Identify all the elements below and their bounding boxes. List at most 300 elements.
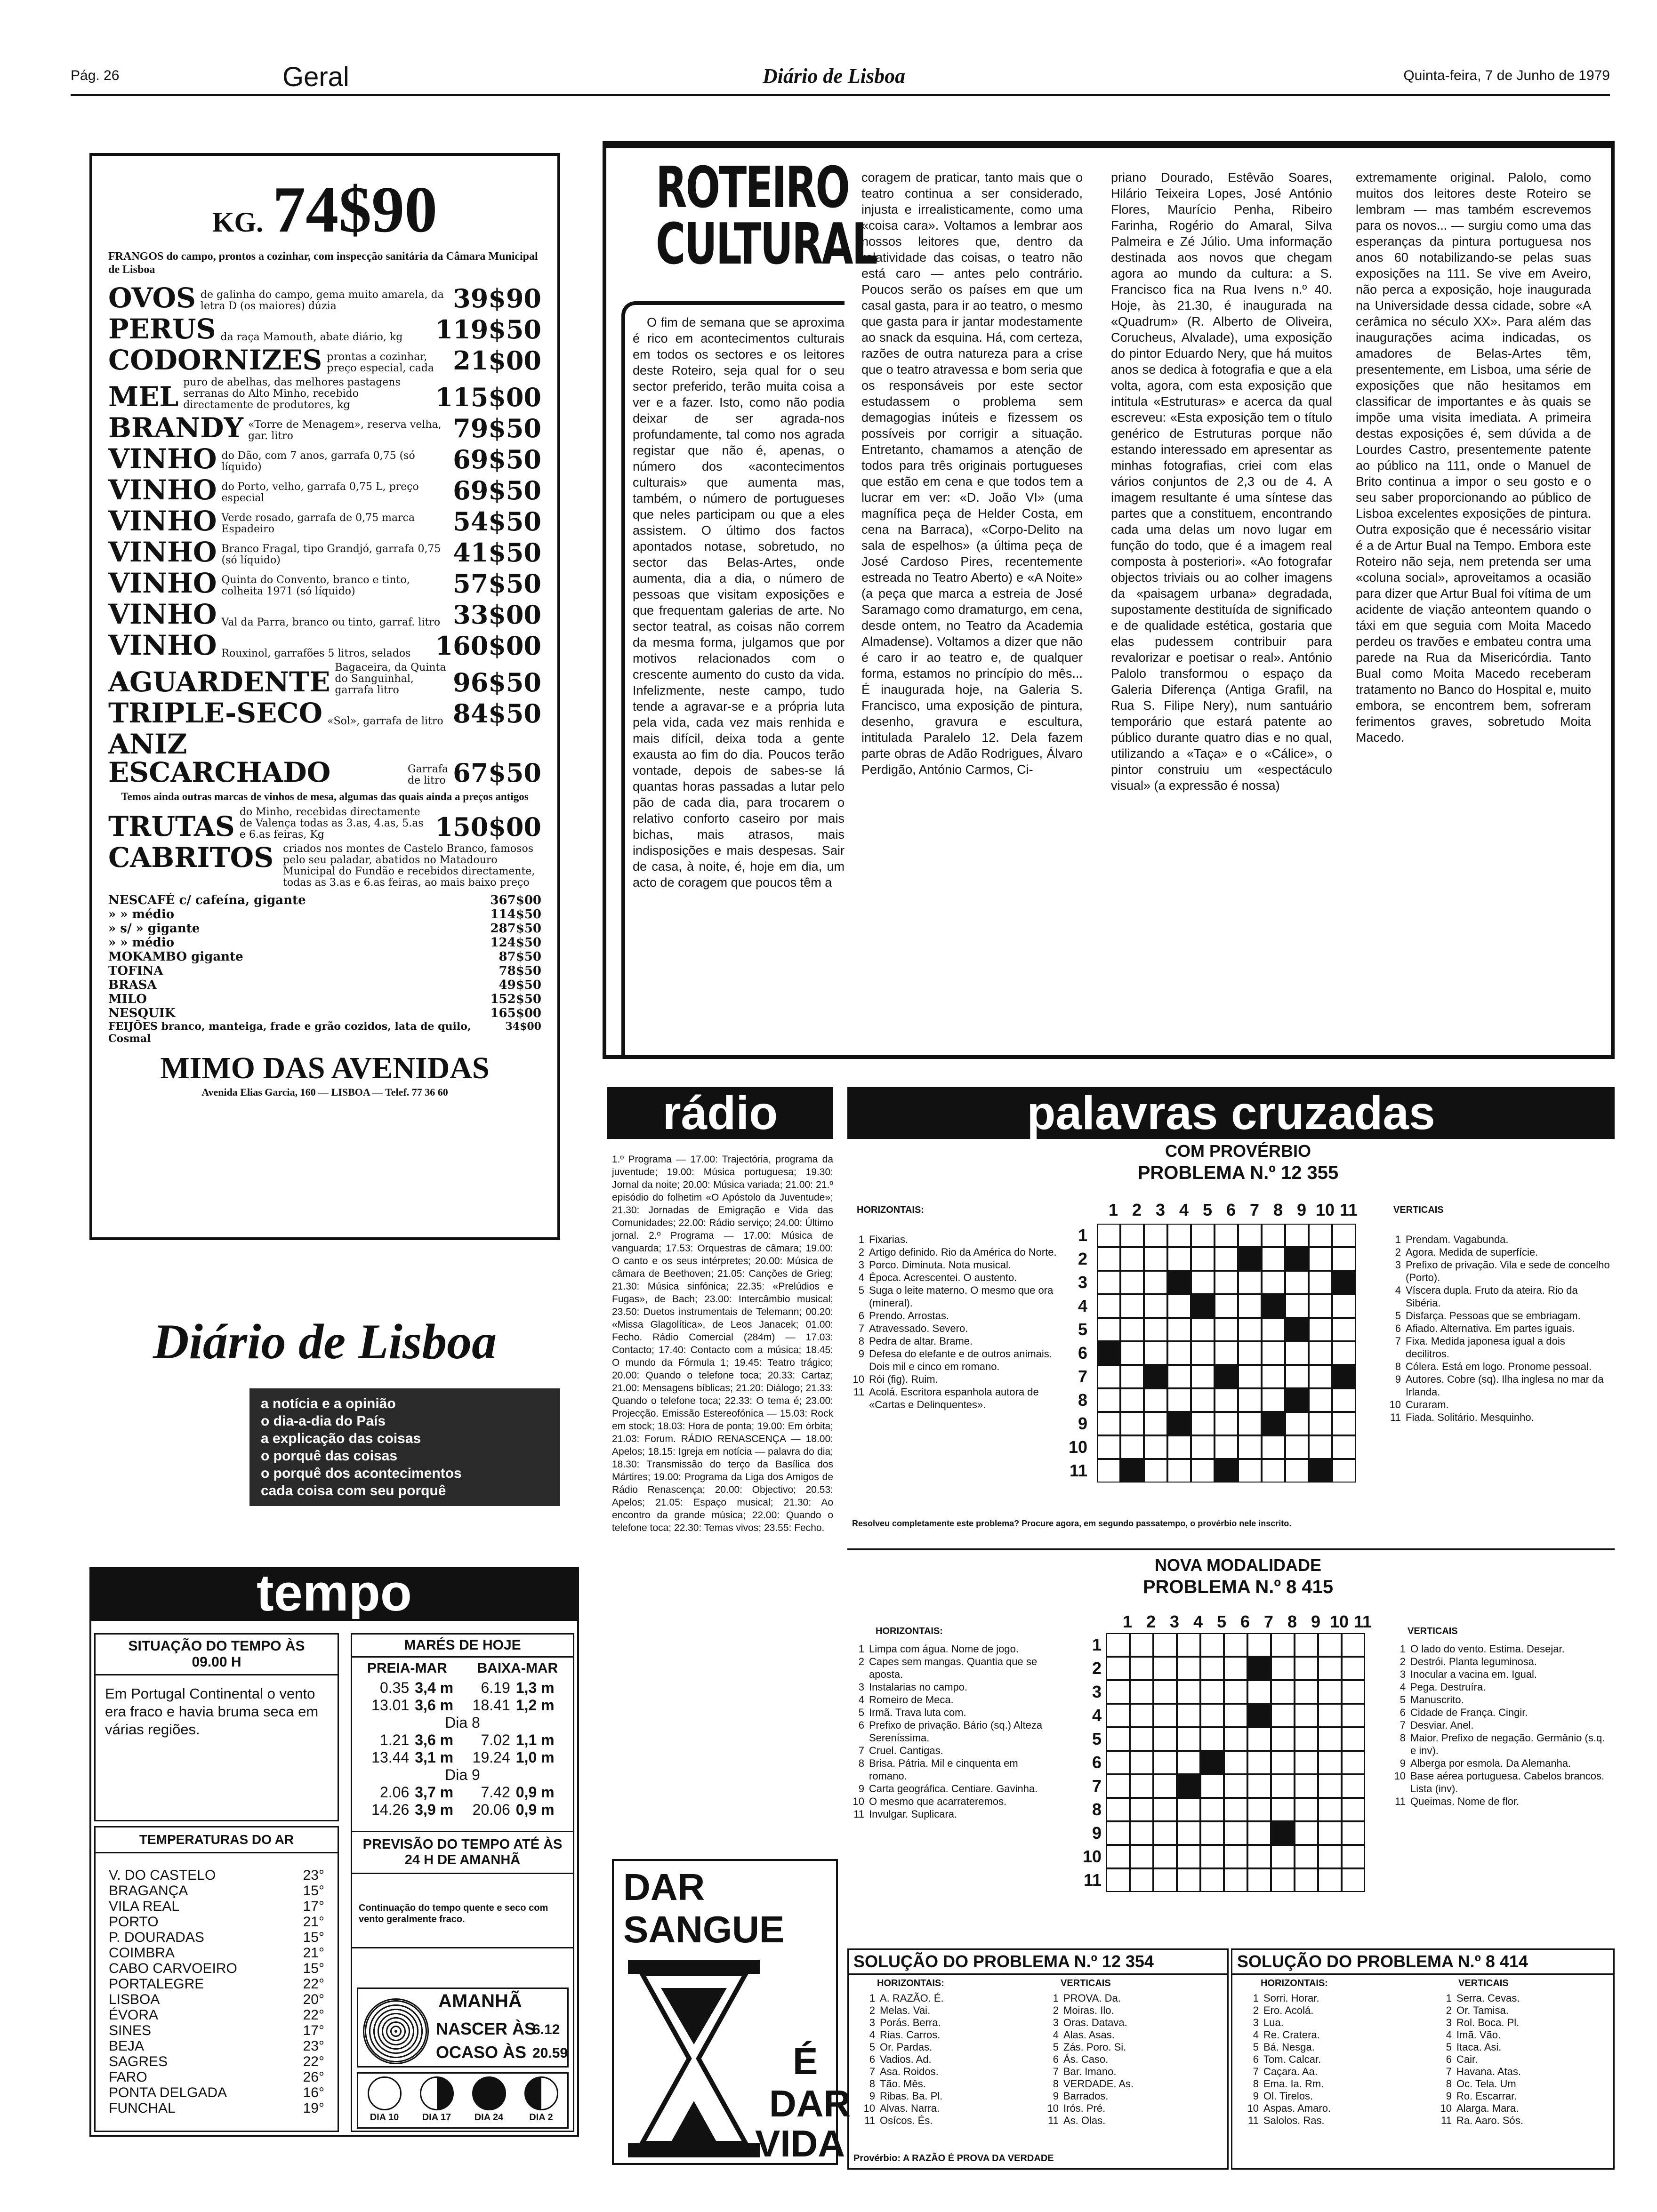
grid-cell[interactable]: [1224, 1657, 1247, 1680]
grid-cell[interactable]: [1342, 1868, 1365, 1892]
grid-cell[interactable]: [1247, 1680, 1271, 1704]
grid-cell[interactable]: [1224, 1633, 1247, 1657]
grid-cell[interactable]: [1342, 1774, 1365, 1798]
grid-cell[interactable]: [1177, 1633, 1200, 1657]
grid-cell[interactable]: [1153, 1798, 1177, 1821]
ad-small-row: [108, 978, 541, 992]
grid-cell[interactable]: [1262, 1271, 1285, 1294]
grid-cell[interactable]: [1120, 1388, 1144, 1412]
clue-text: Melas. Vai.: [880, 2004, 931, 2016]
grid-cell[interactable]: [1153, 1774, 1177, 1798]
grid-cell[interactable]: [1285, 1365, 1309, 1388]
grid-cell[interactable]: [1224, 1727, 1247, 1751]
temperature-row: [109, 1992, 324, 2007]
grid-cell[interactable]: [1191, 1435, 1215, 1459]
grid-cell[interactable]: [1295, 1633, 1318, 1657]
clue-text: Capes sem mangas. Quantia que se aposta.: [869, 1656, 1038, 1680]
grid-block: [1177, 1774, 1200, 1798]
grid-cell[interactable]: [1120, 1271, 1144, 1294]
grid-cell[interactable]: [1106, 1821, 1130, 1845]
grid-cell[interactable]: [1167, 1318, 1191, 1341]
ad-product-desc: do Porto, velho, garrafa 0,75 L, preço especial: [221, 481, 419, 504]
grid-cell[interactable]: [1238, 1341, 1262, 1365]
grid-cell[interactable]: [1238, 1388, 1262, 1412]
tide-row: [362, 1697, 563, 1714]
grid-cell[interactable]: [1247, 1845, 1271, 1868]
grid-cell[interactable]: [1097, 1435, 1120, 1459]
grid-cell[interactable]: [1106, 1751, 1130, 1774]
clue-number: 11: [864, 2115, 875, 2126]
grid-cell[interactable]: [1120, 1318, 1144, 1341]
grid-cell[interactable]: [1097, 1388, 1120, 1412]
clue-number: 6: [858, 1719, 864, 1731]
grid-cell[interactable]: [1309, 1412, 1332, 1435]
grid-cell[interactable]: [1271, 1680, 1295, 1704]
grid-cell[interactable]: [1285, 1341, 1309, 1365]
grid-cell[interactable]: [1177, 1680, 1200, 1704]
clue-text: Rias. Carros.: [880, 2029, 941, 2041]
grid-cell[interactable]: [1215, 1388, 1238, 1412]
grid-cell[interactable]: [1215, 1318, 1238, 1341]
grid-cell[interactable]: [1144, 1341, 1167, 1365]
grid-cell[interactable]: [1120, 1247, 1144, 1271]
grid-cell[interactable]: [1191, 1365, 1215, 1388]
clue-row: [1435, 2053, 1609, 2066]
clue-text: Prendo. Arrostas.: [869, 1310, 949, 1322]
grid-cell[interactable]: [1106, 1633, 1130, 1657]
grid-block: [1285, 1318, 1309, 1341]
grid-cell[interactable]: [1191, 1224, 1215, 1247]
clue-number: 10: [853, 1373, 864, 1385]
grid-cell[interactable]: [1262, 1224, 1285, 1247]
grid-cell[interactable]: [1238, 1318, 1262, 1341]
grid-cell[interactable]: [1247, 1633, 1271, 1657]
grid-cell[interactable]: [1191, 1247, 1215, 1271]
solution-1-horizontal: [858, 1992, 1032, 2127]
grid-cell[interactable]: [1130, 1798, 1153, 1821]
grid-cell[interactable]: [1309, 1365, 1332, 1388]
grid-cell[interactable]: [1332, 1294, 1356, 1318]
grid-cell[interactable]: [1177, 1751, 1200, 1774]
grid-cell[interactable]: [1271, 1868, 1295, 1892]
grid-cell[interactable]: [1342, 1727, 1365, 1751]
grid-cell[interactable]: [1144, 1435, 1167, 1459]
grid-cell[interactable]: [1342, 1798, 1365, 1821]
grid-cell[interactable]: [1153, 1727, 1177, 1751]
grid-cell[interactable]: [1144, 1271, 1167, 1294]
grid-cell[interactable]: [1177, 1657, 1200, 1680]
grid-cell[interactable]: [1224, 1845, 1247, 1868]
ad-product-price: 115$00: [435, 382, 541, 412]
grid-cell[interactable]: [1271, 1727, 1295, 1751]
tide-cell: 1,3 m: [515, 1679, 555, 1696]
grid-cell[interactable]: [1200, 1680, 1224, 1704]
grid-cell[interactable]: [1238, 1412, 1262, 1435]
grid-cell[interactable]: [1262, 1435, 1285, 1459]
grid-cell[interactable]: [1295, 1868, 1318, 1892]
grid-cell[interactable]: [1309, 1388, 1332, 1412]
clue-number: 7: [1053, 2066, 1059, 2077]
grid-cell[interactable]: [1144, 1412, 1167, 1435]
grid-cell[interactable]: [1177, 1704, 1200, 1727]
grid-cell[interactable]: [1332, 1388, 1356, 1412]
ad-product-desc: puro de abelhas, das melhores pastagens serranas do Alto Minho, recebido directamente de produtores, kg: [183, 377, 401, 411]
clue-number: 5: [1253, 2041, 1259, 2053]
grid-cell[interactable]: [1295, 1751, 1318, 1774]
clue-number: 11: [853, 1386, 864, 1398]
grid-cell[interactable]: [1309, 1318, 1332, 1341]
grid-cell[interactable]: [1342, 1845, 1365, 1868]
grid-cell[interactable]: [1200, 1868, 1224, 1892]
grid-cell[interactable]: [1177, 1868, 1200, 1892]
clue-number: 8: [1400, 1732, 1406, 1744]
grid-cell[interactable]: [1271, 1751, 1295, 1774]
grid-cell[interactable]: [1285, 1435, 1309, 1459]
grid-cell[interactable]: [1120, 1224, 1144, 1247]
grid-cell[interactable]: [1309, 1247, 1332, 1271]
grid-cell[interactable]: [1332, 1247, 1356, 1271]
roteiro-col-2: coragem de praticar, tanto mais que o teatro continua a ser considerado, injusta e irrealisticamente, como uma «coisa cara». Voltamos a lembrar aos nossos leitores que, dentro da relatividade das coisas, o teatro não está caro — antes pelo contrário. Poucos serão os países em que um casal gasta, para ir ao teatro, o mesmo que gasta para ir jantar modestamente ao snack da esquina. Há, com certeza, razões de outra natureza para a crise que o teatro atravessa e bom seria que os responsáveis por este sector estudassem o problema sem demagogias inúteis e fizessem os possíveis por corrigir a situação. Entretanto, chamamos a atenção de todos para três originais portugueses que estão em cena e que todos tem a lucrar em ver: «D. João VI» (uma magnífica peça de Helder Costa, em cena na Barraca), «Corpo-Delito na sala de espelhos» (a última peça de José Cardoso Pires, recentemente estreada no Teatro Aberto) e «A Noite» (a peça que marca a estreia de José Saramago como dramaturgo, em cena, desde ontem, no Teatro da Academia Almadense). Voltamos a dizer que não é caro ir ao teatro e, de qualquer forma, estamos no princípio do mês... É inaugurada hoje, na Galeria S. Francisco, uma exposição de pintura, desenho, gravura e escultura, intitulada Paralelo 12. Dela fazem parte obras de Adão Rodrigues, Álvaro Perdigão, António Carmos, Ci-: [861, 170, 1083, 777]
grid-cell[interactable]: [1130, 1633, 1153, 1657]
grid-block: [1271, 1821, 1295, 1845]
paper-promo: [89, 1275, 560, 1511]
grid-cell[interactable]: [1318, 1868, 1342, 1892]
grid-cell[interactable]: [1238, 1294, 1262, 1318]
grid-cell[interactable]: [1106, 1868, 1130, 1892]
grid-cell[interactable]: [1247, 1727, 1271, 1751]
grid-cell[interactable]: [1144, 1294, 1167, 1318]
grid-cell[interactable]: [1318, 1727, 1342, 1751]
ad-product-row: [108, 662, 541, 696]
city-temp: 15°: [303, 1883, 324, 1899]
city-temp: 22°: [303, 1976, 324, 1992]
grid-cell[interactable]: [1144, 1459, 1167, 1483]
clue-row: [1042, 2102, 1221, 2115]
grid-cell[interactable]: [1191, 1388, 1215, 1412]
ad-product-row: [108, 507, 541, 535]
grid-cell[interactable]: [1285, 1224, 1309, 1247]
grid-cell[interactable]: [1200, 1774, 1224, 1798]
grid-cell[interactable]: [1224, 1774, 1247, 1798]
grid-cell[interactable]: [1215, 1341, 1238, 1365]
grid-cell[interactable]: [1271, 1657, 1295, 1680]
grid-cell[interactable]: [1106, 1798, 1130, 1821]
grid-cell[interactable]: [1153, 1845, 1177, 1868]
grid-cell[interactable]: [1167, 1365, 1191, 1388]
grid-cell[interactable]: [1247, 1798, 1271, 1821]
ad-small-price: 87$50: [499, 950, 541, 964]
grid-cell[interactable]: [1177, 1727, 1200, 1751]
grid-cell[interactable]: [1200, 1657, 1224, 1680]
grid-cell[interactable]: [1200, 1798, 1224, 1821]
grid-cell[interactable]: [1191, 1412, 1215, 1435]
promo-lines: [261, 1395, 549, 1499]
grid-cell[interactable]: [1238, 1435, 1262, 1459]
grid-cell[interactable]: [1318, 1845, 1342, 1868]
grid-cell[interactable]: [1130, 1821, 1153, 1845]
grid-cell[interactable]: [1106, 1774, 1130, 1798]
grid-cell[interactable]: [1318, 1751, 1342, 1774]
grid-cell[interactable]: [1295, 1657, 1318, 1680]
grid-cell[interactable]: [1318, 1633, 1342, 1657]
grid-cell[interactable]: [1120, 1435, 1144, 1459]
grid-cell[interactable]: [1238, 1365, 1262, 1388]
grid-cell[interactable]: [1271, 1704, 1295, 1727]
grid-cell[interactable]: [1144, 1247, 1167, 1271]
grid-cell[interactable]: [1097, 1247, 1120, 1271]
clue-row: [1384, 1309, 1610, 1322]
clue-text: Manuscrito.: [1410, 1694, 1464, 1706]
grid-cell[interactable]: [1153, 1821, 1177, 1845]
grid-cell[interactable]: [1130, 1657, 1153, 1680]
grid-cell[interactable]: [1332, 1435, 1356, 1459]
grid-cell[interactable]: [1153, 1868, 1177, 1892]
grid-cell[interactable]: [1130, 1868, 1153, 1892]
clue-number: 7: [1253, 2066, 1259, 2077]
grid-cell[interactable]: [1215, 1247, 1238, 1271]
clue-row: [1042, 2053, 1221, 2066]
grid-cell[interactable]: [1106, 1704, 1130, 1727]
grid-cell[interactable]: [1342, 1821, 1365, 1845]
grid-col-number: 7: [1263, 1612, 1274, 1631]
grid-cell[interactable]: [1106, 1727, 1130, 1751]
grid-cell[interactable]: [1295, 1680, 1318, 1704]
grid-cell[interactable]: [1309, 1224, 1332, 1247]
clue-number: 8: [1053, 2078, 1059, 2090]
clue-text: Fixarias.: [869, 1234, 909, 1245]
grid-cell[interactable]: [1318, 1798, 1342, 1821]
grid-cell[interactable]: [1130, 1751, 1153, 1774]
p2-crossword-grid[interactable]: [1106, 1633, 1365, 1892]
clue-row: [858, 2078, 1032, 2090]
grid-cell[interactable]: [1167, 1388, 1191, 1412]
grid-cell[interactable]: [1097, 1294, 1120, 1318]
grid-cell[interactable]: [1191, 1459, 1215, 1483]
tide-cell: 19.24: [472, 1749, 510, 1766]
city-temp: 21°: [303, 1914, 324, 1930]
grid-row-number: 6: [1092, 1753, 1102, 1772]
grid-cell[interactable]: [1238, 1271, 1262, 1294]
grid-cell[interactable]: [1177, 1798, 1200, 1821]
grid-cell[interactable]: [1097, 1271, 1120, 1294]
grid-cell[interactable]: [1200, 1704, 1224, 1727]
grid-cell[interactable]: [1215, 1294, 1238, 1318]
moon-phase: [524, 2076, 558, 2123]
grid-cell[interactable]: [1285, 1459, 1309, 1483]
grid-cell[interactable]: [1285, 1271, 1309, 1294]
grid-cell[interactable]: [1309, 1294, 1332, 1318]
grid-cell[interactable]: [1200, 1845, 1224, 1868]
grid-cell[interactable]: [1167, 1247, 1191, 1271]
city-name: FUNCHAL: [109, 2100, 176, 2116]
grid-cell[interactable]: [1247, 1868, 1271, 1892]
p1-crossword-grid[interactable]: [1097, 1224, 1356, 1483]
grid-block: [1285, 1388, 1309, 1412]
grid-cell[interactable]: [1247, 1751, 1271, 1774]
clue-row: [847, 1258, 1073, 1271]
grid-cell[interactable]: [1238, 1459, 1262, 1483]
grid-cell[interactable]: [1097, 1318, 1120, 1341]
grid-cell[interactable]: [1106, 1657, 1130, 1680]
grid-cell[interactable]: [1295, 1704, 1318, 1727]
ad-product-row: [108, 414, 541, 442]
grid-cell[interactable]: [1200, 1821, 1224, 1845]
grid-cell[interactable]: [1262, 1318, 1285, 1341]
grid-cell[interactable]: [1295, 1821, 1318, 1845]
grid-cell[interactable]: [1342, 1704, 1365, 1727]
clue-number: 8: [1253, 2078, 1259, 2090]
grid-cell[interactable]: [1271, 1845, 1295, 1868]
grid-cell[interactable]: [1177, 1821, 1200, 1845]
grid-cell[interactable]: [1332, 1412, 1356, 1435]
grid-cell[interactable]: [1271, 1798, 1295, 1821]
grid-cell[interactable]: [1120, 1365, 1144, 1388]
grid-cell[interactable]: [1332, 1459, 1356, 1483]
grid-cell[interactable]: [1271, 1774, 1295, 1798]
grid-cell[interactable]: [1130, 1704, 1153, 1727]
grid-cell[interactable]: [1318, 1821, 1342, 1845]
grid-cell[interactable]: [1318, 1680, 1342, 1704]
grid-cell[interactable]: [1167, 1341, 1191, 1365]
ad-product-row: [108, 730, 541, 786]
grid-cell[interactable]: [1191, 1341, 1215, 1365]
grid-cell[interactable]: [1144, 1224, 1167, 1247]
grid-cell[interactable]: [1167, 1224, 1191, 1247]
grid-cell[interactable]: [1262, 1459, 1285, 1483]
grid-cell[interactable]: [1224, 1868, 1247, 1892]
grid-cell[interactable]: [1200, 1633, 1224, 1657]
clue-number: 11: [1048, 2115, 1059, 2126]
grid-cell[interactable]: [1318, 1704, 1342, 1727]
grid-cell[interactable]: [1130, 1680, 1153, 1704]
tide-cell: 3,7 m: [415, 1784, 454, 1801]
tempo-banner: tempo: [89, 1567, 579, 1619]
grid-cell[interactable]: [1200, 1727, 1224, 1751]
grid-cell[interactable]: [1120, 1294, 1144, 1318]
grid-cell[interactable]: [1106, 1680, 1130, 1704]
grid-cell[interactable]: [1247, 1774, 1271, 1798]
grid-cell[interactable]: [1309, 1435, 1332, 1459]
grid-row-number: 10: [1082, 1847, 1102, 1866]
grid-cell[interactable]: [1309, 1271, 1332, 1294]
clue-number: 9: [858, 1348, 864, 1360]
sangue-line-1: DAR: [623, 1866, 705, 1908]
grid-cell[interactable]: [1224, 1704, 1247, 1727]
grid-cell[interactable]: [1271, 1633, 1295, 1657]
clue-text: Acolá. Escritora espanhola autora de «Cartas e Delinquentes».: [869, 1386, 1039, 1411]
p2-row-numbers: [1078, 1633, 1102, 1892]
ad-small-price: 78$50: [499, 964, 541, 978]
grid-cell[interactable]: [1153, 1751, 1177, 1774]
grid-cell[interactable]: [1191, 1318, 1215, 1341]
ad-product-price: 33$00: [453, 600, 541, 630]
grid-cell[interactable]: [1191, 1271, 1215, 1294]
grid-cell[interactable]: [1097, 1412, 1120, 1435]
grid-cell[interactable]: [1318, 1774, 1342, 1798]
grid-cell[interactable]: [1106, 1845, 1130, 1868]
ad-small-row: [108, 922, 541, 936]
grid-cell[interactable]: [1130, 1774, 1153, 1798]
grid-cell[interactable]: [1262, 1247, 1285, 1271]
grid-cell[interactable]: [1224, 1821, 1247, 1845]
grid-cell[interactable]: [1130, 1727, 1153, 1751]
grid-cell[interactable]: [1097, 1459, 1120, 1483]
grid-cell[interactable]: [1295, 1798, 1318, 1821]
grid-cell[interactable]: [1342, 1657, 1365, 1680]
clue-text: Invulgar. Suplicara.: [869, 1808, 957, 1820]
grid-cell[interactable]: [1130, 1845, 1153, 1868]
clue-number: 3: [858, 1681, 864, 1693]
city-name: PORTALEGRE: [109, 1976, 204, 1992]
grid-cell[interactable]: [1309, 1341, 1332, 1365]
grid-cell[interactable]: [1332, 1318, 1356, 1341]
grid-cell[interactable]: [1097, 1365, 1120, 1388]
grid-cell[interactable]: [1262, 1365, 1285, 1388]
grid-cell[interactable]: [1153, 1704, 1177, 1727]
grid-cell[interactable]: [1318, 1657, 1342, 1680]
grid-cell[interactable]: [1285, 1412, 1309, 1435]
grid-cell[interactable]: [1144, 1318, 1167, 1341]
grid-cell[interactable]: [1097, 1224, 1120, 1247]
grid-cell[interactable]: [1342, 1751, 1365, 1774]
grid-cell[interactable]: [1285, 1294, 1309, 1318]
ad-small-price: 49$50: [499, 978, 541, 992]
clue-row: [1242, 2041, 1421, 2053]
grid-cell[interactable]: [1215, 1224, 1238, 1247]
temperature-row: [109, 2085, 324, 2100]
p2-vertical-clues: [1389, 1643, 1610, 1808]
grid-cell[interactable]: [1177, 1845, 1200, 1868]
grid-cell[interactable]: [1120, 1412, 1144, 1435]
grid-cell[interactable]: [1215, 1412, 1238, 1435]
grid-cell[interactable]: [1144, 1388, 1167, 1412]
ad-small-name: » » médio: [108, 907, 175, 922]
clue-number: 8: [858, 1757, 864, 1769]
grid-cell[interactable]: [1295, 1727, 1318, 1751]
ad-product-row: [108, 569, 541, 597]
grid-cell[interactable]: [1167, 1459, 1191, 1483]
grid-cell[interactable]: [1295, 1845, 1318, 1868]
clue-row: [1435, 2090, 1609, 2102]
grid-cell[interactable]: [1153, 1633, 1177, 1657]
grid-cell[interactable]: [1153, 1657, 1177, 1680]
grid-cell[interactable]: [1332, 1341, 1356, 1365]
grid-cell[interactable]: [1153, 1680, 1177, 1704]
grid-cell[interactable]: [1247, 1821, 1271, 1845]
grid-cell[interactable]: [1262, 1341, 1285, 1365]
grid-cell[interactable]: [1295, 1774, 1318, 1798]
grid-cell[interactable]: [1224, 1798, 1247, 1821]
solution-2-box: [1231, 1948, 1615, 2170]
grid-cell[interactable]: [1215, 1435, 1238, 1459]
grid-cell[interactable]: [1262, 1388, 1285, 1412]
cruzadas-divider: [847, 1548, 1615, 1550]
grid-cell[interactable]: [1215, 1271, 1238, 1294]
tide-cell: 1,1 m: [515, 1731, 555, 1748]
grid-cell[interactable]: [1342, 1633, 1365, 1657]
grid-cell[interactable]: [1332, 1224, 1356, 1247]
p2-horizontal-clues: [847, 1643, 1045, 1820]
grid-cell[interactable]: [1224, 1680, 1247, 1704]
grid-cell[interactable]: [1167, 1435, 1191, 1459]
ad-small-name: MILO: [108, 992, 147, 1006]
grid-cell[interactable]: [1224, 1751, 1247, 1774]
grid-cell[interactable]: [1167, 1294, 1191, 1318]
clue-text: Base aérea portuguesa. Cabelos brancos. Lista (inv).: [1410, 1770, 1605, 1795]
grid-cell[interactable]: [1120, 1341, 1144, 1365]
grid-cell[interactable]: [1342, 1680, 1365, 1704]
grid-cell[interactable]: [1238, 1224, 1262, 1247]
